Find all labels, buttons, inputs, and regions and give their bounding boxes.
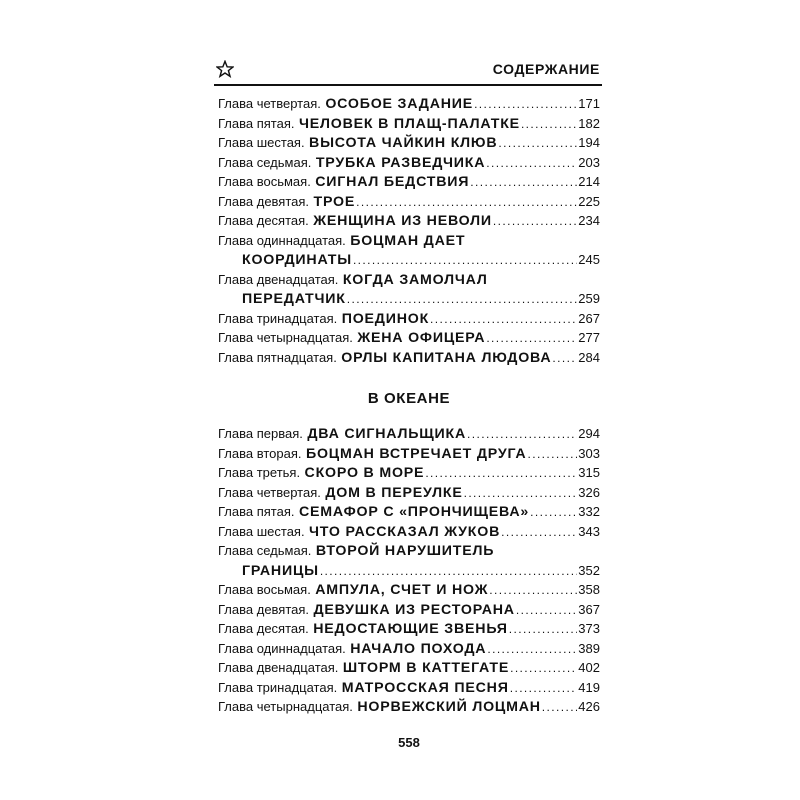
dot-leader xyxy=(498,134,577,154)
chapter-title-continued: ПЕРЕДАТЧИК xyxy=(242,291,346,307)
page-ref: 284 xyxy=(578,349,600,365)
page-ref: 267 xyxy=(578,310,600,326)
chapter-label: Глава десятая. xyxy=(218,621,309,636)
dot-leader xyxy=(486,329,577,349)
chapter-title: АМПУЛА, СЧЕТ И НОЖ xyxy=(315,582,489,598)
toc-entry xyxy=(218,309,600,329)
page-ref: 294 xyxy=(578,426,600,441)
toc-entry xyxy=(218,697,600,717)
chapter-label: Глава двенадцатая. xyxy=(218,271,339,287)
chapter-label: Глава четырнадцатая. xyxy=(218,330,353,345)
page-ref: 277 xyxy=(578,330,600,345)
toc-entry xyxy=(218,639,600,659)
dot-leader xyxy=(464,484,578,504)
chapter-title: СИГНАЛ БЕДСТВИЯ xyxy=(315,174,470,190)
page-ref: 182 xyxy=(578,115,600,131)
chapter-title: ДОМ В ПЕРЕУЛКЕ xyxy=(325,484,463,501)
dot-leader xyxy=(510,659,577,679)
page-ref: 225 xyxy=(578,193,600,209)
chapter-label: Глава одиннадцатая. xyxy=(218,640,346,656)
chapter-label: Глава десятая. xyxy=(218,213,309,228)
page-ref: 373 xyxy=(578,621,600,636)
dot-leader xyxy=(501,523,577,543)
toc-entry xyxy=(218,348,600,368)
chapter-label: Глава тринадцатая. xyxy=(218,679,338,695)
toc-entry xyxy=(218,328,600,348)
chapter-title: БОЦМАН ДАЕТ xyxy=(350,232,466,249)
dot-leader xyxy=(320,562,577,582)
page-ref: 402 xyxy=(578,660,600,675)
chapter-label: Глава первая. xyxy=(218,426,303,441)
chapter-label: Глава девятая. xyxy=(218,601,310,617)
toc-entry xyxy=(218,658,600,678)
toc-entry xyxy=(218,600,600,620)
chapter-label: Глава шестая. xyxy=(218,523,305,539)
page-ref: 214 xyxy=(578,174,600,189)
chapter-label: Глава пятая. xyxy=(218,504,295,519)
toc-entry xyxy=(218,502,600,522)
chapter-title: ДВА СИГНАЛЬЩИКА xyxy=(307,426,467,442)
chapter-title: СКОРО В МОРЕ xyxy=(304,465,425,481)
page-ref: 315 xyxy=(578,465,600,480)
toc-list-part2 xyxy=(218,424,600,717)
chapter-label: Глава восьмая. xyxy=(218,582,311,597)
page-number: 558 xyxy=(398,735,420,750)
dot-leader xyxy=(430,310,577,330)
toc-entry xyxy=(218,172,600,192)
chapter-label: Глава тринадцатая. xyxy=(218,310,338,326)
chapter-label: Глава четвертая. xyxy=(218,96,321,111)
page-ref: 367 xyxy=(578,601,600,617)
toc-entry xyxy=(218,211,600,231)
toc-entry xyxy=(218,133,600,153)
page-ref: 303 xyxy=(578,445,600,461)
chapter-title: НОРВЕЖСКИЙ ЛОЦМАН xyxy=(357,699,541,715)
chapter-title: СЕМАФОР С «ПРОНЧИЩЕВА» xyxy=(298,504,530,520)
toc-entry xyxy=(218,678,600,698)
toc-entry xyxy=(218,270,600,309)
chapter-title: ТРУБКА РАЗВЕДЧИКА xyxy=(315,154,486,171)
chapter-title: БОЦМАН ВСТРЕЧАЕТ ДРУГА xyxy=(305,445,527,462)
dot-leader xyxy=(470,173,577,193)
page-ref: 194 xyxy=(578,135,600,150)
page-ref: 171 xyxy=(578,96,600,111)
toc-entry xyxy=(218,522,600,542)
chapter-title: ОРЛЫ КАПИТАНА ЛЮДОВА xyxy=(341,349,552,366)
page-ref: 426 xyxy=(578,699,600,714)
page-ref: 203 xyxy=(578,154,600,170)
chapter-title: ПОЕДИНОК xyxy=(341,310,430,327)
page-ref: 326 xyxy=(578,484,600,500)
chapter-label: Глава четвертая. xyxy=(218,484,321,500)
chapter-title: ТРОЕ xyxy=(313,193,356,210)
toc-entry xyxy=(218,153,600,173)
dot-leader xyxy=(527,445,577,465)
chapter-label: Глава восьмая. xyxy=(218,174,311,189)
page-ref: 332 xyxy=(578,504,600,519)
chapter-title: ЧТО РАССКАЗАЛ ЖУКОВ xyxy=(309,523,501,540)
toc-entry xyxy=(218,483,600,503)
toc-list-part1 xyxy=(218,94,600,367)
dot-leader xyxy=(493,212,577,232)
running-header xyxy=(216,60,600,82)
dot-leader xyxy=(486,154,577,174)
dot-leader xyxy=(530,503,577,523)
toc-entry xyxy=(218,424,600,444)
chapter-title: НАЧАЛО ПОХОДА xyxy=(350,640,487,657)
chapter-title: НЕДОСТАЮЩИЕ ЗВЕНЬЯ xyxy=(313,621,508,637)
chapter-title: ЧЕЛОВЕК В ПЛАЩ-ПАЛАТКЕ xyxy=(298,115,520,132)
toc-entry xyxy=(218,541,600,580)
chapter-title: ЖЕНА ОФИЦЕРА xyxy=(357,330,486,346)
dot-leader xyxy=(356,193,577,213)
chapter-title: ВЫСОТА ЧАЙКИН КЛЮВ xyxy=(309,135,498,151)
page-ref: 352 xyxy=(578,562,600,578)
chapter-title: ДЕВУШКА ИЗ РЕСТОРАНА xyxy=(313,601,515,618)
chapter-label: Глава пятая. xyxy=(218,115,295,131)
page-ref: 259 xyxy=(578,291,600,306)
chapter-title: ШТОРМ В КАТТЕГАТЕ xyxy=(342,660,510,676)
chapter-title: ЖЕНЩИНА ИЗ НЕВОЛИ xyxy=(313,213,492,229)
chapter-title: ОСОБОЕ ЗАДАНИЕ xyxy=(325,96,474,112)
dot-leader xyxy=(487,640,577,660)
toc-entry xyxy=(218,192,600,212)
chapter-title: ВТОРОЙ НАРУШИТЕЛЬ xyxy=(315,543,495,559)
chapter-title-continued: ГРАНИЦЫ xyxy=(242,562,319,579)
chapter-label: Глава седьмая. xyxy=(218,154,312,170)
toc-entry xyxy=(218,580,600,600)
chapter-label: Глава девятая. xyxy=(218,193,310,209)
chapter-label: Глава одиннадцатая. xyxy=(218,232,346,248)
dot-leader xyxy=(542,698,578,718)
toc-entry xyxy=(218,444,600,464)
toc-entry xyxy=(218,619,600,639)
page-ref: 389 xyxy=(578,640,600,656)
toc-entry xyxy=(218,114,600,134)
chapter-label: Глава седьмая. xyxy=(218,543,312,558)
header-title: СОДЕРЖАНИЕ xyxy=(492,61,600,77)
dot-leader xyxy=(347,290,578,310)
chapter-title: КОГДА ЗАМОЛЧАЛ xyxy=(342,271,488,288)
chapter-label: Глава вторая. xyxy=(218,445,302,461)
dot-leader xyxy=(516,601,577,621)
dot-leader xyxy=(521,115,577,135)
chapter-title: МАТРОССКАЯ ПЕСНЯ xyxy=(341,679,509,696)
dot-leader xyxy=(474,95,577,115)
dot-leader xyxy=(489,581,577,601)
star-icon xyxy=(216,60,234,78)
dot-leader xyxy=(353,251,577,271)
page-ref: 419 xyxy=(578,679,600,695)
dot-leader xyxy=(425,464,577,484)
chapter-label: Глава четырнадцатая. xyxy=(218,699,353,714)
toc-entry xyxy=(218,463,600,483)
dot-leader xyxy=(467,425,577,445)
page-ref: 358 xyxy=(578,582,600,597)
dot-leader xyxy=(510,679,578,699)
toc-entry xyxy=(218,231,600,270)
page-ref: 234 xyxy=(578,213,600,228)
chapter-label: Глава пятнадцатая. xyxy=(218,349,337,365)
toc-entry xyxy=(218,94,600,114)
page-ref: 245 xyxy=(578,252,600,267)
dot-leader xyxy=(552,349,577,369)
page-ref: 343 xyxy=(578,523,600,539)
chapter-title-continued: КООРДИНАТЫ xyxy=(242,252,352,268)
header-rule xyxy=(214,84,602,86)
section-heading: В ОКЕАНЕ xyxy=(367,390,451,407)
chapter-label: Глава шестая. xyxy=(218,135,305,150)
dot-leader xyxy=(509,620,578,640)
chapter-label: Глава двенадцатая. xyxy=(218,660,339,675)
chapter-label: Глава третья. xyxy=(218,465,301,480)
